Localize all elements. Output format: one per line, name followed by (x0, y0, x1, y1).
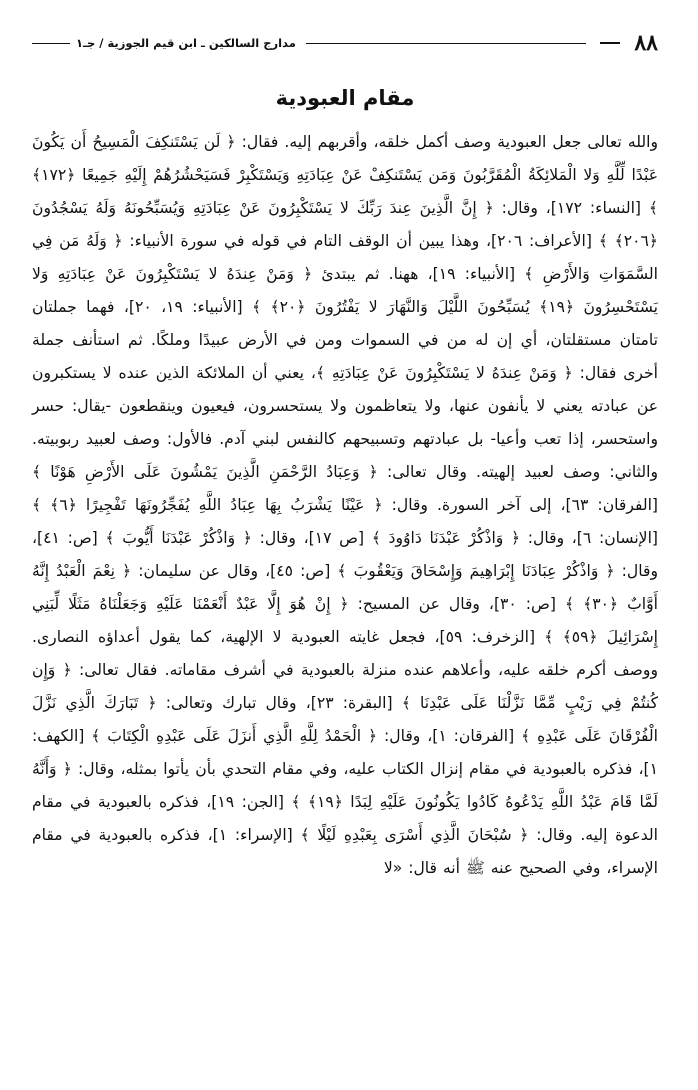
body-text (32, 126, 658, 885)
body-paragraph: والله تعالى جعل العبودية وصف أكمل خلقه، وأقربهم إليه. فقال: ﴿ لَن يَسْتَنكِفَ الْمَسِيحُ أَن يَكُونَ عَبْدًا لِّلَّهِ وَلا الْمَلائِكَةُ الْمُقَرَّبُونَ وَمَن يَسْتَنكِفْ عَنْ عِبَادَتِهِ وَيَسْتَكْبِرْ فَسَيَحْشُرُهُمْ إِلَيْهِ جَمِيعًا ﴿١٧٢﴾ ﴾ [النساء: ١٧٢]، وقال: ﴿ إِنَّ الَّذِينَ عِندَ رَبِّكَ لا يَسْتَكْبِرُونَ عَنْ عِبَادَتِهِ وَيُسَبِّحُونَهُ وَلَهُ يَسْجُدُونَ ﴿٢٠٦﴾ ﴾ [الأعراف: ٢٠٦]، وهذا يبين أن الوقف التام في قوله في سورة الأنبياء: ﴿ وَلَهُ مَن فِي السَّمَوَاتِ وَالأَرْضِ ﴾ [الأنبياء: ١٩]، ههنا. ثم يبتدئ ﴿ وَمَنْ عِندَهُ لا يَسْتَكْبِرُونَ عَنْ عِبَادَتِهِ وَلا يَسْتَحْسِرُونَ ﴿١٩﴾ يُسَبِّحُونَ اللَّيْلَ وَالنَّهَارَ لا يَفْتُرُونَ ﴿٢٠﴾ ﴾ [الأنبياء: ١٩، ٢٠]، فهما جملتان تامتان مستقلتان، أي إن له من في السموات ومن في الأرض عبيدًا وملكًا. ثم استأنف جملة أخرى فقال: ﴿ وَمَنْ عِندَهُ لا يَسْتَكْبِرُونَ عَنْ عِبَادَتِهِ ﴾، يعني أن الملائكة الذين عنده لا يستكبرون عن عبادته يعني لا يأنفون عنها، ولا يتعاظمون ولا يستحسرون، فيعيون وينقطعون -يقال: حسر واستحسر، إذا تعب وأعيا- بل عبادتهم وتسبيحهم كالنفس لبني آدم. فالأول: وصف لعبيد ربوبيته. والثاني: وصف لعبيد إلهيته. وقال تعالى: ﴿ وَعِبَادُ الرَّحْمَنِ الَّذِينَ يَمْشُونَ عَلَى الأَرْضِ هَوْنًا ﴾ [الفرقان: ٦٣]، إلى آخر السورة. وقال: ﴿ عَيْنًا يَشْرَبُ بِهَا عِبَادُ اللَّهِ يُفَجِّرُونَهَا تَفْجِيرًا ﴿٦﴾ ﴾ [الإنسان: ٦]، وقال: ﴿ وَاذْكُرْ عَبْدَنَا دَاوُودَ ﴾ [ص ١٧]، وقال: ﴿ وَاذْكُرْ عَبْدَنَا أَيُّوبَ ﴾ [ص: ٤١]، وقال: ﴿ وَاذْكُرْ عِبَادَنَا إِبْرَاهِيمَ وَإِسْحَاقَ وَيَعْقُوبَ ﴾ [ص: ٤٥]، وقال عن سليمان: ﴿ نِعْمَ الْعَبْدُ إِنَّهُ أَوَّابٌ ﴿٣٠﴾ ﴾ [ص: ٣٠]، وقال عن المسيح: ﴿ إِنْ هُوَ إِلَّا عَبْدٌ أَنْعَمْنَا عَلَيْهِ وَجَعَلْنَاهُ مَثَلًا لِّبَنِي إِسْرَائِيلَ ﴿٥٩﴾ ﴾ [الزخرف: ٥٩]، فجعل غايته العبودية لا الإلهية، كما يقول أعداؤه النصارى. ووصف أكرم خلقه عليه، وأعلاهم عنده منزلة بالعبودية في أشرف مقاماته. فقال تعالى: ﴿ وَإِن كُنتُمْ فِي رَيْبٍ مِّمَّا نَزَّلْنَا عَلَى عَبْدِنَا ﴾ [البقرة: ٢٣]، وقال تبارك وتعالى: ﴿ تَبَارَكَ الَّذِي نَزَّلَ الْفُرْقَانَ عَلَى عَبْدِهِ ﴾ [الفرقان: ١]، وقال: ﴿ الْحَمْدُ لِلَّهِ الَّذِي أَنزَلَ عَلَى عَبْدِهِ الْكِتَابَ ﴾ [الكهف: ١]، فذكره بالعبودية في مقام إنزال الكتاب عليه، وفي مقام التحدي بأن يأتوا بمثله، وقال: ﴿ وَأَنَّهُ لَمَّا قَامَ عَبْدُ اللَّهِ يَدْعُوهُ كَادُوا يَكُونُونَ عَلَيْهِ لِبَدًا ﴿١٩﴾ ﴾ [الجن: ١٩]، فذكره بالعبودية في مقام الدعوة إليه. وقال: ﴿ سُبْحَانَ الَّذِي أَسْرَى بِعَبْدِهِ لَيْلًا ﴾ [الإسراء: ١]، فذكره بالعبودية في مقام الإسراء، وفي الصحيح عنه ﷺ أنه قال: «لا (32, 133, 659, 877)
header-dash (600, 42, 620, 44)
chapter-title: مقام العبودية (275, 86, 415, 110)
page-number: ٨٨ (634, 30, 658, 56)
running-book-title: مدارج السالكين ـ ابن قيم الجوزية / جـ١ (76, 36, 296, 50)
header-rule (306, 43, 586, 44)
running-header (32, 30, 658, 56)
header-tail-rule (32, 43, 70, 44)
